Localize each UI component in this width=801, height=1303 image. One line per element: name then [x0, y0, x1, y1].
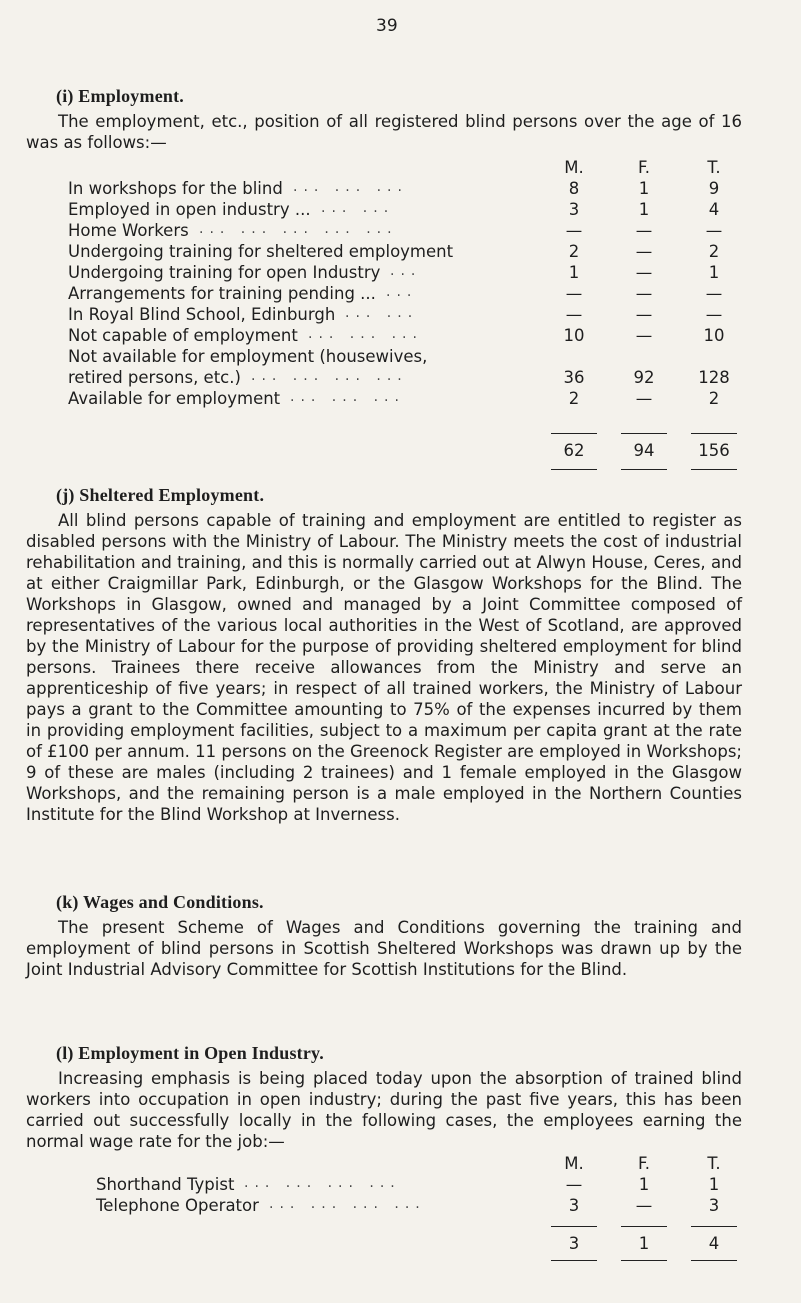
- leader-dots: ...: [386, 284, 418, 300]
- cell-m: —: [565, 221, 583, 240]
- cell-m: 36: [563, 368, 585, 387]
- cell-t: 1: [708, 263, 720, 282]
- row-label: retired persons, etc.): [68, 368, 241, 387]
- cell-t: —: [705, 221, 723, 240]
- section-i-intro: The employment, etc., position of all registered blind persons over the age of 16 was as follows:—: [26, 112, 742, 152]
- total-f: 1: [638, 1234, 650, 1253]
- table-row: [96, 1196, 776, 1217]
- total-t: 4: [708, 1234, 720, 1253]
- section-j-text: All blind persons capable of training and employment are entitled to register as disabled persons with the Ministry of Labour. The Ministry meets the cost of industrial rehabilitation and training, and this is normally carried out at Alwyn House, Ceres, and at either Craigmillar Park, Edinburgh, or the Glasgow Workshops for the Blind. The Workshops in Glasgow, owned and managed by a Joint Committee composed of representatives of the various local authorities in the West of Scotland, are approved by the Ministry of Labour for the purpose of providing sheltered employment for blind persons. Trainees there receive allowances from the Ministry and serve an apprenticeship of five years; in respect of all trained workers, the Ministry of Labour pays a grant to the Committee amounting to 75% of the expenses incurred by them in providing employment facilities, subject to a maximum per capita grant at the rate of £100 per annum. 11 persons on the Greenock Register are employed in Workshops; 9 of these are males (including 2 trainees) and 1 female employed in the Glasgow Workshops, and the remaining person is a male employed in the Northern Counties Institute for the Blind Workshop at Inverness.: [26, 511, 742, 824]
- row-label: In Royal Blind School, Edinburgh: [68, 305, 336, 324]
- table-row: [68, 284, 748, 305]
- total-rule: [621, 433, 667, 434]
- col-m-header: M.: [564, 1154, 584, 1173]
- cell-f: —: [635, 305, 653, 324]
- cell-m: —: [565, 284, 583, 303]
- row-label: Undergoing training for open Industry: [68, 263, 381, 282]
- totals-row: [96, 1234, 776, 1255]
- cell-t: 128: [698, 368, 730, 387]
- double-rule: [621, 469, 667, 470]
- leader-dots: ... ... ... ...: [244, 1175, 401, 1191]
- cell-t: 3: [708, 1196, 720, 1215]
- table-row: [68, 179, 748, 200]
- total-rule: [691, 1226, 737, 1227]
- row-label: Shorthand Typist: [96, 1175, 235, 1194]
- table-header: [68, 158, 748, 179]
- section-i-heading: (i) Employment.: [56, 86, 184, 106]
- table-row: [68, 221, 748, 242]
- cell-m: 2: [568, 242, 580, 261]
- table-row: [68, 263, 748, 284]
- double-rule: [691, 1260, 737, 1261]
- cell-t: 1: [708, 1175, 720, 1194]
- cell-m: —: [565, 305, 583, 324]
- row-label: Not available for employment (housewives,: [68, 347, 428, 366]
- section-l-text: Increasing emphasis is being placed today upon the absorption of trained blind workers into occupation in open industry; during the past five years, this has been carried out successfully locally in the following cases, the employees earning the normal wage rate for the job:—: [26, 1069, 742, 1151]
- total-rule: [621, 1226, 667, 1227]
- leader-dots: ... ...: [321, 200, 395, 216]
- leader-dots: ... ... ...: [308, 326, 423, 342]
- total-rule: [551, 433, 597, 434]
- cell-f: 1: [638, 1175, 650, 1194]
- total-t: 156: [698, 441, 730, 460]
- cell-t: —: [705, 305, 723, 324]
- cell-f: —: [635, 242, 653, 261]
- cell-m: 3: [568, 200, 580, 219]
- table-row: [68, 200, 748, 221]
- row-label: Available for employment: [68, 389, 281, 408]
- table-row: [68, 389, 748, 410]
- cell-f: —: [635, 221, 653, 240]
- cell-t: 10: [703, 326, 725, 345]
- cell-t: 9: [708, 179, 720, 198]
- leader-dots: ... ...: [345, 305, 419, 321]
- table-row: [68, 368, 748, 389]
- cell-m: 3: [568, 1196, 580, 1215]
- cell-m: 10: [563, 326, 585, 345]
- double-rule: [621, 1260, 667, 1261]
- cell-t: 2: [708, 389, 720, 408]
- cell-m: 2: [568, 389, 580, 408]
- cell-t: —: [705, 284, 723, 303]
- col-t-header: T.: [707, 1154, 721, 1173]
- total-rule: [691, 433, 737, 434]
- section-k-heading: (k) Wages and Conditions.: [56, 892, 264, 912]
- leader-dots: ... ... ...: [293, 179, 408, 195]
- leader-dots: ... ... ... ...: [269, 1196, 426, 1212]
- leader-dots: ... ... ... ...: [251, 368, 408, 384]
- row-label: Home Workers: [68, 221, 189, 240]
- table-row: [96, 1175, 776, 1196]
- col-f-header: F.: [637, 1154, 651, 1173]
- section-l-heading: (l) Employment in Open Industry.: [56, 1043, 324, 1063]
- leader-dots: ... ... ... ... ...: [199, 221, 398, 237]
- cell-f: —: [635, 389, 653, 408]
- table-header: [96, 1154, 776, 1175]
- double-rule: [691, 469, 737, 470]
- row-label: In workshops for the blind: [68, 179, 283, 198]
- cell-f: —: [635, 1196, 653, 1215]
- leader-dots: ... ... ...: [290, 389, 405, 405]
- col-t-header: T.: [707, 158, 721, 177]
- cell-f: —: [635, 284, 653, 303]
- table-row: [68, 347, 748, 368]
- cell-f: —: [635, 263, 653, 282]
- double-rule: [551, 1260, 597, 1261]
- table-row: [68, 242, 748, 263]
- col-f-header: F.: [637, 158, 651, 177]
- total-m: 62: [563, 441, 585, 460]
- cell-m: 8: [568, 179, 580, 198]
- cell-m: 1: [568, 263, 580, 282]
- section-k-text: The present Scheme of Wages and Conditions governing the training and employment of blind persons in Scottish Sheltered Workshops was drawn up by the Joint Industrial Advisory Committee for Scottish Institutions for the Blind.: [26, 918, 742, 979]
- cell-t: 4: [708, 200, 720, 219]
- leader-dots: ...: [390, 263, 422, 279]
- row-label: Employed in open industry ...: [68, 200, 311, 219]
- totals-row: [68, 441, 748, 462]
- cell-m: —: [565, 1175, 583, 1194]
- total-m: 3: [568, 1234, 580, 1253]
- cell-f: —: [635, 326, 653, 345]
- cell-f: 1: [638, 200, 650, 219]
- row-label: Not capable of employment: [68, 326, 298, 345]
- col-m-header: M.: [564, 158, 584, 177]
- row-label: Arrangements for training pending ...: [68, 284, 376, 303]
- double-rule: [551, 469, 597, 470]
- cell-f: 1: [638, 179, 650, 198]
- total-rule: [551, 1226, 597, 1227]
- table-row: [68, 305, 748, 326]
- total-f: 94: [633, 441, 655, 460]
- page-number: 39: [376, 16, 398, 36]
- row-label: Telephone Operator: [96, 1196, 259, 1215]
- row-label: Undergoing training for sheltered employment: [68, 242, 454, 261]
- cell-f: 92: [633, 368, 655, 387]
- table-row: [68, 326, 748, 347]
- section-j-heading: (j) Sheltered Employment.: [56, 485, 265, 505]
- cell-t: 2: [708, 242, 720, 261]
